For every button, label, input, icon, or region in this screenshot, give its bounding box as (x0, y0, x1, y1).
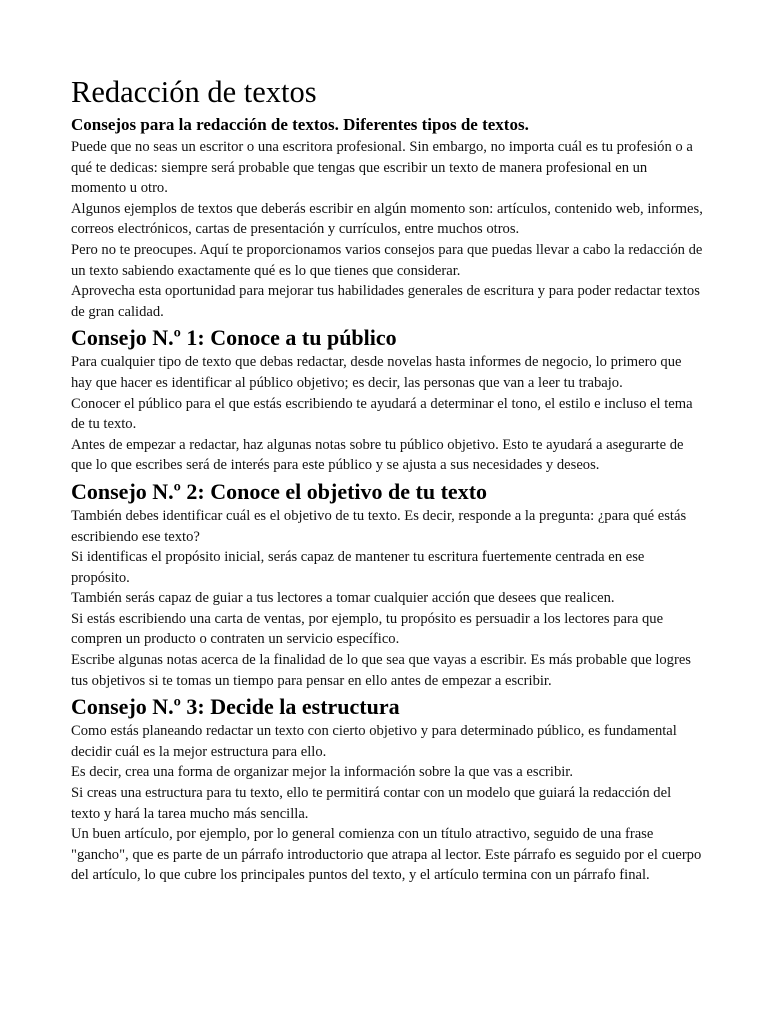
section-paragraph: Escribe algunas notas acerca de la finalidad de lo que sea que vayas a escribir. Es más probable que logres tus objetivos si te tomas un tiempo para pensar en ello antes de empezar a escribir. (71, 652, 691, 689)
section-paragraph: Si creas una estructura para tu texto, ello te permitirá contar con un modelo que guiará la redacción del texto y hará la tarea mucho más sencilla. (71, 785, 672, 822)
document-title: Redacción de textos (71, 75, 317, 109)
document-page (71, 72, 703, 887)
section-heading: Consejo N.º 3: Decide la estructura (71, 694, 400, 720)
document-subtitle: Consejos para la redacción de textos. Diferentes tipos de textos. (71, 115, 529, 134)
section-consejo-1 (71, 323, 703, 476)
section-paragraph: Si estás escribiendo una carta de ventas, por ejemplo, tu propósito es persuadir a los lectores para que compren un producto o contraten un servicio específico. (71, 610, 664, 648)
section-paragraph: Como estás planeando redactar un texto con cierto objetivo y para determinado público, es fundamental decidir cuál es la mejor estructura para ello. (71, 723, 677, 760)
section-consejo-2 (71, 477, 703, 691)
intro-section (71, 137, 703, 322)
section-heading: Consejo N.º 2: Conoce el objetivo de tu texto (71, 478, 488, 504)
section-paragraph: Antes de empezar a redactar, haz algunas notas sobre tu público objetivo. Esto te ayudará a asegurarte de que lo que escribes será de interés para este público y se ajusta a sus necesidades y deseos. (71, 436, 684, 474)
intro-paragraph: Puede que no seas un escritor o una escritora profesional. Sin embargo, no importa cuál es tu profesión o a qué te dedicas: siempre será probable que tengas que escribir un texto de manera profesional en un momento u otro. (71, 139, 693, 197)
section-paragraph: Un buen artículo, por ejemplo, por lo general comienza con un título atractivo, seguido de una frase "gancho", que es parte de un párrafo introductorio que atrapa al lector. Este párrafo es seguido por el cuerpo del artículo, lo que cubre los principales puntos del texto, y el artículo termina con un párrafo final. (71, 826, 702, 884)
section-paragraph: Para cualquier tipo de texto que debas redactar, desde novelas hasta informes de negocio, lo primero que hay que hacer es identificar al público objetivo; es decir, las personas que van a leer tu trabajo. (71, 354, 682, 391)
intro-paragraph: Algunos ejemplos de textos que deberás escribir en algún momento son: artículos, contenido web, informes, correos electrónicos, cartas de presentación y currículos, entre muchos otros. (71, 200, 703, 238)
section-paragraph: Conocer el público para el que estás escribiendo te ayudará a determinar el tono, el estilo e incluso el tema de tu texto. (71, 395, 693, 433)
intro-paragraph: Aprovecha esta oportunidad para mejorar tus habilidades generales de escritura y para poder redactar textos de gran calidad. (71, 283, 700, 320)
section-paragraph: También serás capaz de guiar a tus lectores a tomar cualquier acción que desees que realicen. (71, 590, 615, 607)
section-paragraph: Si identificas el propósito inicial, serás capaz de mantener tu escritura fuertemente centrada en ese propósito. (71, 549, 645, 586)
intro-paragraph: Pero no te preocupes. Aquí te proporcionamos varios consejos para que puedas llevar a cabo la redacción de un texto sabiendo exactamente qué es lo que tienes que considerar. (71, 241, 703, 279)
section-heading: Consejo N.º 1: Conoce a tu público (71, 325, 397, 351)
section-paragraph: También debes identificar cuál es el objetivo de tu texto. Es decir, responde a la pregunta: ¿para qué estás escribiendo ese texto? (71, 507, 687, 545)
section-consejo-3 (71, 692, 703, 886)
section-paragraph: Es decir, crea una forma de organizar mejor la información sobre la que vas a escribir. (71, 764, 574, 781)
